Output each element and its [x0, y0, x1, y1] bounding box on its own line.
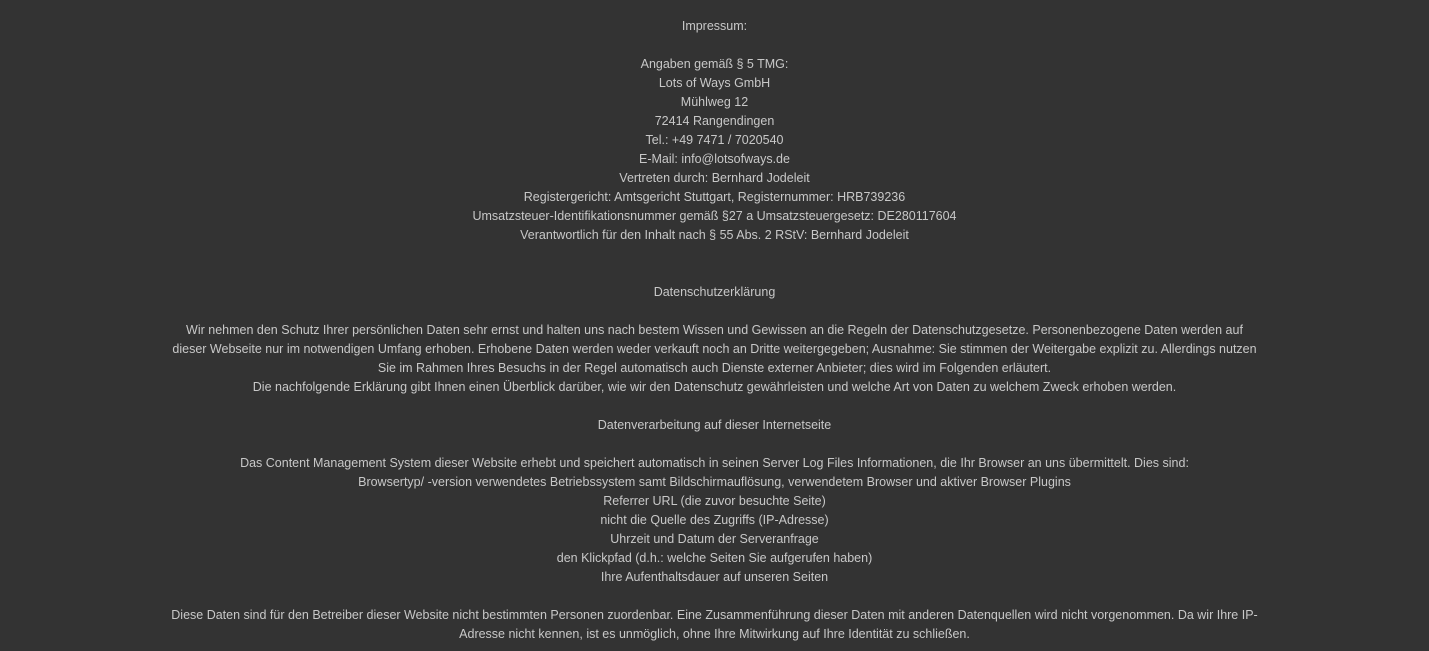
- register-info: Registergericht: Amtsgericht Stuttgart, Registernummer: HRB739236: [523, 190, 906, 204]
- impressum-title: Impressum:: [681, 19, 748, 33]
- list-item: nicht die Quelle des Zugriffs (IP-Adresse): [600, 513, 829, 527]
- content-responsible: Verantwortlich für den Inhalt nach § 55 Abs. 2 RStV: Bernhard Jodeleit: [520, 228, 909, 242]
- closing-paragraph: Diese Daten sind für den Betreiber dieser Website nicht bestimmten Personen zuordenbar. Eine Zusammenführung dieser Daten mit anderen Datenquellen wird nicht vorgenommen. Da wir Ihre IP-Adresse nicht kennen, ist es unmöglich, ohne Ihre Mitwirkung auf Ihre Identität zu schließen.: [171, 608, 1258, 641]
- list-item: Referrer URL (die zuvor besuchte Seite): [603, 494, 826, 508]
- section-title-datenverarbeitung: Datenverarbeitung auf dieser Internetseite: [597, 418, 832, 432]
- vat-id: Umsatzsteuer-Identifikationsnummer gemäß §27 a Umsatzsteuergesetz: DE280117604: [472, 209, 957, 223]
- datenschutz-title: Datenschutzerklärung: [653, 285, 776, 299]
- list-item: den Klickpfad (d.h.: welche Seiten Sie aufgerufen haben): [556, 551, 873, 565]
- representative: Vertreten durch: Bernhard Jodeleit: [619, 171, 810, 185]
- datenschutz-section: [0, 283, 1429, 644]
- section-intro: Das Content Management System dieser Website erhebt und speichert automatisch in seinen Server Log Files Informationen, die Ihr Browser an uns übermittelt. Dies sind:: [240, 456, 1189, 470]
- email-address: E-Mail: info@lotsofways.de: [639, 152, 790, 166]
- list-item: Uhrzeit und Datum der Serveranfrage: [610, 532, 819, 546]
- phone-number: Tel.: +49 7471 / 7020540: [645, 133, 784, 147]
- list-item: Browsertyp/ -version verwendetes Betriebssystem samt Bildschirmauflösung, verwendetem Browser und aktiver Browser Plugins: [358, 475, 1071, 489]
- impressum-line: Angaben gemäß § 5 TMG:: [640, 57, 789, 71]
- company-name: Lots of Ways GmbH: [658, 76, 771, 90]
- datenschutz-intro-paragraph: Wir nehmen den Schutz Ihrer persönlichen Daten sehr ernst und halten uns nach bestem Wissen und Gewissen an die Regeln der Datenschutzgesetze. Personenbezogene Daten werden auf dieser Webseite nur im notwendigen Umfang erhoben. Erhobene Daten werden weder verkauft noch an Dritte weitergegeben; Ausnahme: Sie stimmen der Weitergabe explizit zu. Allerdings nutzen Sie im Rahmen Ihres Besuchs in der Regel automatisch auch Dienste externer Anbieter; dies wird im Folgenden erläutert.: [172, 323, 1257, 375]
- street-address: Mühlweg 12: [680, 95, 749, 109]
- list-item: Ihre Aufenthaltsdauer auf unseren Seiten: [600, 570, 829, 584]
- datenschutz-overview: Die nachfolgende Erklärung gibt Ihnen einen Überblick darüber, wie wir den Datenschutz gewährleisten und welche Art von Daten zu welchem Zweck erhoben werden.: [252, 380, 1177, 394]
- impressum-section: [0, 17, 1429, 245]
- city-address: 72414 Rangendingen: [654, 114, 775, 128]
